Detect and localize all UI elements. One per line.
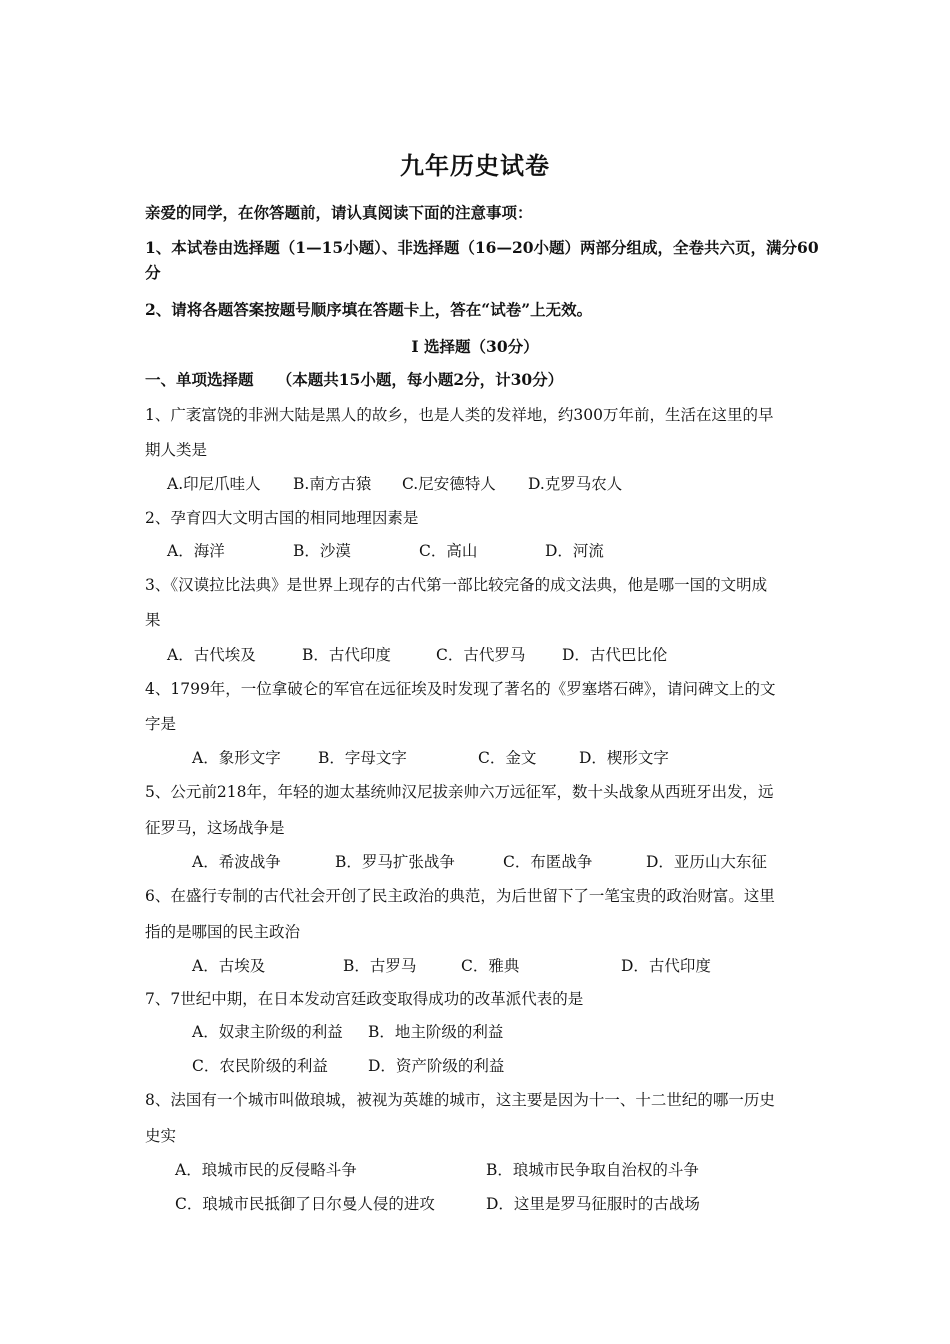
q3-option-b: B．古代印度 <box>302 646 391 664</box>
question-3-continued: 果 <box>145 611 161 629</box>
q5-option-c: C．布匿战争 <box>503 853 593 871</box>
q2-option-d: D．河流 <box>545 542 604 560</box>
question-3: 3、《汉谟拉比法典》是世界上现存的古代第一部比较完备的成文法典，他是哪一国的文明成 <box>145 576 768 594</box>
q5-option-b: B．罗马扩张战争 <box>335 853 455 871</box>
question-4: 4、1799年，一位拿破仑的军官在远征埃及时发现了著名的《罗塞塔石碑》，请问碑文上的文 <box>145 680 776 698</box>
q2-option-c: C．高山 <box>419 542 478 560</box>
q1-option-b: B.南方古猿 <box>293 475 372 493</box>
part-heading: I 选择题（30分） <box>411 337 539 356</box>
q1-option-d: D.克罗马农人 <box>528 475 623 493</box>
q8-option-a: A．琅城市民的反侵略斗争 <box>175 1161 357 1179</box>
question-5-continued: 征罗马，这场战争是 <box>145 819 285 837</box>
section-heading: 一、单项选择题 （本题共15小题，每小题2分，计30分） <box>145 370 564 389</box>
q7-option-a: A．奴隶主阶级的利益 <box>192 1023 343 1041</box>
q4-option-a: A．象形文字 <box>192 749 281 767</box>
q7-option-b: B．地主阶级的利益 <box>368 1023 504 1041</box>
q2-option-a: A．海洋 <box>167 542 225 560</box>
question-4-continued: 字是 <box>145 715 177 733</box>
q1-option-c: C.尼安德特人 <box>402 475 496 493</box>
q3-option-d: D．古代巴比伦 <box>562 646 668 664</box>
q4-option-b: B．字母文字 <box>318 749 407 767</box>
notice-intro: 亲爱的同学，在你答题前，请认真阅读下面的注意事项： <box>145 203 533 222</box>
q5-option-d: D．亚历山大东征 <box>646 853 767 871</box>
q6-option-b: B．古罗马 <box>343 957 417 975</box>
question-6-continued: 指的是哪国的民主政治 <box>145 923 301 941</box>
q4-option-d: D．楔形文字 <box>579 749 669 767</box>
question-5: 5、公元前218年，年轻的迦太基统帅汉尼拔亲帅六万远征军，数十头战象从西班牙出发，远 <box>145 783 774 801</box>
page-title: 九年历史试卷 <box>400 151 550 180</box>
question-6: 6、在盛行专制的古代社会开创了民主政治的典范，为后世留下了一笔宝贵的政治财富。这里 <box>145 887 775 905</box>
q3-option-a: A．古代埃及 <box>167 646 256 664</box>
question-8: 8、法国有一个城市叫做琅城，被视为英雄的城市，这主要是因为十一、十二世纪的哪一历史 <box>145 1091 775 1109</box>
q7-option-c: C．农民阶级的利益 <box>192 1057 328 1075</box>
q6-option-d: D．古代印度 <box>621 957 711 975</box>
q8-option-c: C．琅城市民抵御了日尔曼人侵的进攻 <box>175 1195 435 1213</box>
q4-option-c: C．金文 <box>478 749 537 767</box>
q3-option-c: C．古代罗马 <box>436 646 526 664</box>
question-2: 2、孕育四大文明古国的相同地理因素是 <box>145 509 419 527</box>
q8-option-b: B．琅城市民争取自治权的斗争 <box>486 1161 699 1179</box>
q8-option-d: D．这里是罗马征服时的古战场 <box>486 1195 700 1213</box>
q5-option-a: A．希波战争 <box>192 853 281 871</box>
notice-item-1-continued: 分 <box>145 263 161 282</box>
q1-option-a: A.印尼爪哇人 <box>167 475 261 493</box>
q6-option-a: A．古埃及 <box>192 957 266 975</box>
question-7: 7、7世纪中期，在日本发动宫廷政变取得成功的改革派代表的是 <box>145 990 584 1008</box>
question-1: 1、广袤富饶的非洲大陆是黑人的故乡，也是人类的发祥地，约300万年前，生活在这里的早 <box>145 406 774 424</box>
q2-option-b: B．沙漠 <box>293 542 351 560</box>
question-1-continued: 期人类是 <box>145 441 208 459</box>
q7-option-d: D．资产阶级的利益 <box>368 1057 505 1075</box>
notice-item-1: 1、本试卷由选择题（1—15小题）、非选择题（16—20小题）两部分组成，全卷共六页，满分60 <box>145 238 819 257</box>
q6-option-c: C．雅典 <box>461 957 520 975</box>
question-8-continued: 史实 <box>145 1127 177 1145</box>
notice-item-2: 2、请将各题答案按题号顺序填在答题卡上，答在“试卷”上无效。 <box>145 300 593 319</box>
